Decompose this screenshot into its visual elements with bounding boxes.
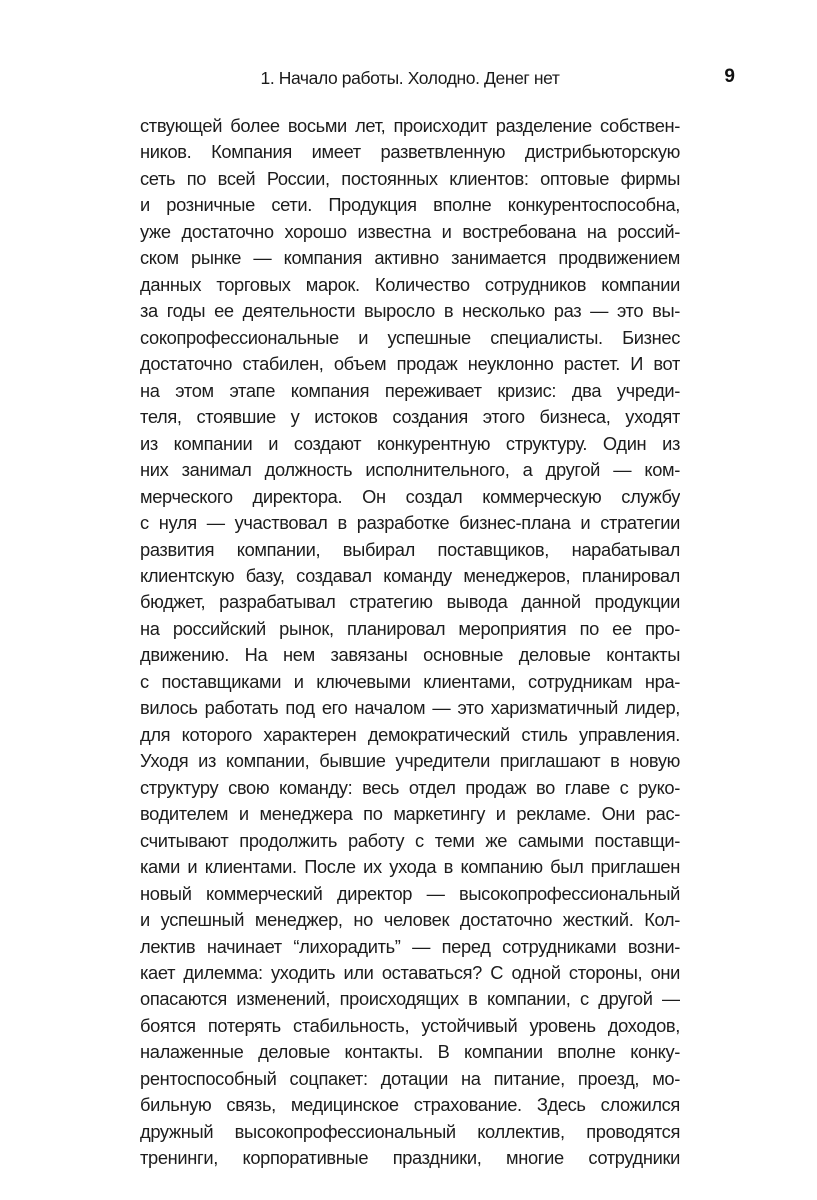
text-line: с нуля — участвовал в разработке бизнес-плана и стратегии	[140, 512, 680, 534]
text-line: кает дилемма: уходить или оставаться? С одной стороны, они	[140, 962, 680, 983]
text-line: бильную связь, медицинское страхование. Здесь сложился	[140, 1094, 680, 1116]
text-line: и успешный менеджер, но человек достаточно жесткий. Кол-	[140, 909, 680, 931]
text-line: структуру свою команду: весь отдел продаж во главе с руко-	[140, 776, 680, 798]
text-line: развития компании, выбирал поставщиков, нарабатывал	[140, 538, 680, 560]
text-line: налаженные деловые контакты. В компании вполне конку-	[140, 1041, 680, 1063]
page-number: 9	[724, 66, 735, 87]
text-line: ском рынке — компания активно занимается продвижением	[140, 247, 680, 269]
text-line: считывают продолжить работу с теми же самыми поставщи-	[140, 829, 680, 851]
text-line: движению. На нем завязаны основные деловые контакты	[140, 644, 680, 666]
text-line: ствующей более восьми лет, происходит разделение собствен-	[140, 115, 680, 136]
text-line: бюджет, разрабатывал стратегию вывода данной продукции	[140, 591, 680, 613]
text-line: тренинги, корпоративные праздники, многие сотрудники	[140, 1147, 680, 1169]
text-line: ников. Компания имеет разветвленную дистрибьюторскую	[140, 141, 680, 163]
text-line: новый коммерческий директор — высокопрофессиональный	[140, 882, 680, 904]
text-line: лектив начинает “лихорадить” — перед сотрудниками возни-	[140, 935, 680, 957]
text-line: с поставщиками и ключевыми клиентами, сотрудникам нра-	[140, 670, 680, 692]
text-line: сеть по всей России, постоянных клиентов: оптовые фирмы	[140, 167, 680, 189]
body-text	[140, 113, 680, 1172]
text-line: дружный высокопрофессиональный коллектив, проводятся	[140, 1120, 680, 1142]
text-line: Уходя из компании, бывшие учредители приглашают в новую	[140, 750, 680, 772]
text-line: вилось работать под его началом — это харизматичный лидер,	[140, 697, 680, 719]
text-line: уже достаточно хорошо известна и востребована на россий-	[140, 220, 680, 242]
text-line: достаточно стабилен, объем продаж неуклонно растет. И вот	[140, 353, 680, 375]
text-line: сокопрофессиональные и успешные специалисты. Бизнес	[140, 326, 680, 348]
text-line: боятся потерять стабильность, устойчивый уровень доходов,	[140, 1014, 680, 1036]
text-line: них занимал должность исполнительного, а другой — ком-	[140, 459, 680, 481]
text-line: мерческого директора. Он создал коммерческую службу	[140, 485, 680, 507]
text-line: рентоспособный соцпакет: дотации на питание, проезд, мо-	[140, 1067, 680, 1089]
text-line: и розничные сети. Продукция вполне конкурентоспособна,	[140, 194, 680, 216]
running-header-title: 1. Начало работы. Холодно. Денег нет	[260, 68, 560, 88]
text-line: ками и клиентами. После их ухода в компанию был приглашен	[140, 856, 680, 878]
text-line: за годы ее деятельности выросло в несколько раз — это вы-	[140, 300, 680, 322]
text-line: на российский рынок, планировал мероприятия по ее про-	[140, 617, 680, 639]
text-line: водителем и менеджера по маркетингу и рекламе. Они рас-	[140, 803, 680, 825]
text-line: данных торговых марок. Количество сотрудников компании	[140, 273, 680, 295]
text-line: опасаются изменений, происходящих в компании, с другой —	[140, 988, 680, 1010]
text-line: на этом этапе компания переживает кризис: два учреди-	[140, 379, 680, 401]
text-line: клиентскую базу, создавал команду менеджеров, планировал	[140, 564, 680, 586]
text-line: из компании и создают конкурентную структуру. Один из	[140, 432, 680, 454]
text-line: теля, стоявшие у истоков создания этого бизнеса, уходят	[140, 406, 680, 428]
text-line: для которого характерен демократический стиль управления.	[140, 723, 680, 745]
